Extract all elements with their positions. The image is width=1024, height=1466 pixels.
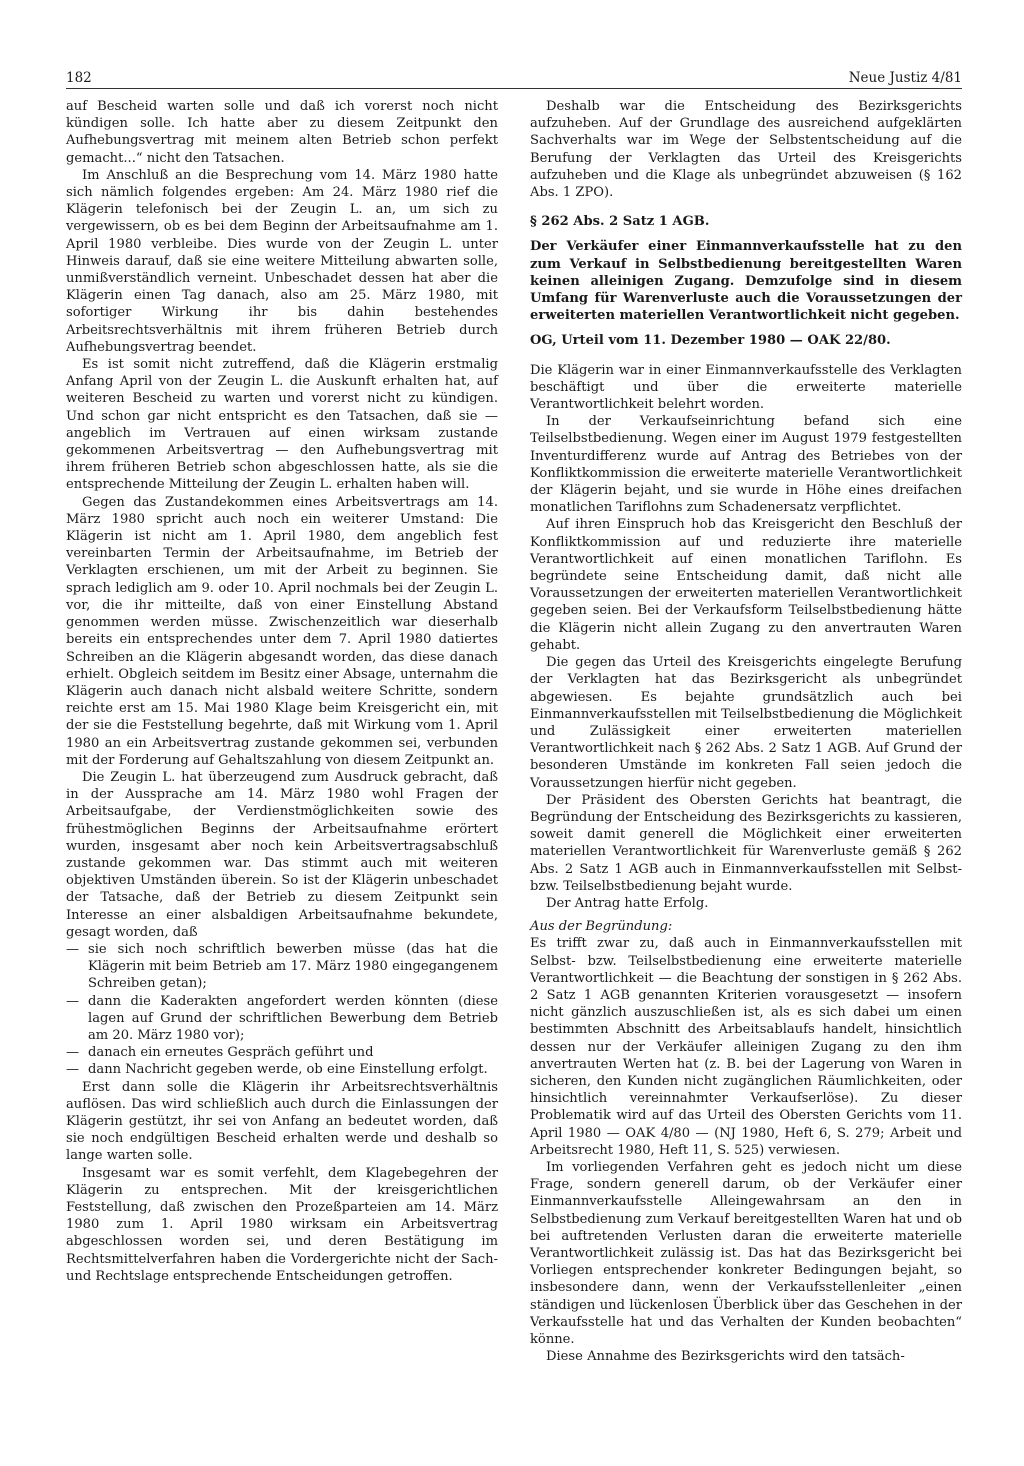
paragraph: Es trifft zwar zu, daß auch in Einmannverkaufsstellen mit Selbst- bzw. Teilselbstbedienung eine erweiterte materielle Verantwortlichkeit — die Beachtung der sonstigen in § 262 Abs. 2 Satz 1 AGB genannten Kriterien vorausgesetzt — insofern nicht gänzlich auszuschließen ist, als es sich dabei um einen bestimmten Abschnitt des Arbeitsablaufs handelt, hinsichtlich dessen nur der Verkäufer alleinigen Zugang zu den ihm anvertrauten Werten hat (z. B. bei der Lagerung von Waren in sicheren, den Kunden nicht zugänglichen Räumlichkeiten, oder hinsichtlich vereinnahmter Verkaufserlöse). Zu dieser Problematik wird auf das Urteil des Obersten Gerichts vom 11. April 1980 — OAK 4/80 — (NJ 1980, Heft 6, S. 279; Arbeit und Arbeitsrecht 1980, Heft 11, S. 525) verwiesen. bbox=[530, 936, 962, 1158]
left-column bbox=[66, 98, 498, 1285]
paragraph: In der Verkaufseinrichtung befand sich eine Teilselbstbedienung. Wegen einer im August 1979 festgestellten Inventurdifferenz wurde auf Antrag des Betriebes von der Konfliktkommission die erweiterte materielle Verantwortlichkeit der Klägerin bejaht, und sie wurde in Höhe eines dreifachen monatlichen Tariflohns zum Schadenersatz verpflichtet. bbox=[530, 414, 962, 516]
headnote: Der Verkäufer einer Einmannverkaufsstelle hat zu den zum Verkauf in Selbstbedienung bereitgestellten Waren keinen alleinigen Zugang. Demzufolge sind in diesem Umfang für Warenverluste auch die Voraussetzungen der erweiterten materiellen Verantwortlichkeit nicht gegeben. bbox=[530, 239, 962, 324]
list-item bbox=[66, 941, 498, 993]
paragraph: Diese Annahme des Bezirksgerichts wird den tatsäch- bbox=[546, 1349, 905, 1365]
list-item-text: dann Nachricht gegeben werde, ob eine Einstellung erfolgt. bbox=[88, 1062, 488, 1078]
list-item-text: dann die Kaderakten angefordert werden könnten (diese lagen auf Grund der schriftlichen Bewerbung dem Betrieb am 20. März 1980 vor); bbox=[88, 993, 498, 1043]
paragraph: Die gegen das Urteil des Kreisgerichts eingelegte Berufung der Verklagten hat das Bezirksgericht als unbegründet abgewiesen. Es bejahte grundsätzlich auch bei Einmannverkaufsstellen mit Teilselbstbedienung die Möglichkeit und Zulässigkeit einer erweiterten materiellen Verantwortlichkeit nach § 262 Abs. 2 Satz 1 AGB. Auf Grund der besonderen Umstände im konkreten Fall seien jedoch die Voraussetzungen hierfür nicht gegeben. bbox=[530, 655, 962, 791]
subheading: Aus der Begründung: bbox=[530, 919, 673, 935]
dash-mark: — bbox=[66, 1062, 80, 1078]
page-number: 182 bbox=[66, 70, 92, 86]
paragraph: Es ist somit nicht zutreffend, daß die Klägerin erstmalig Anfang April von der Zeugin L. die Auskunft erhalten hat, auf weiteren Bescheid zu warten und vorerst nicht zu kündigen. Und schon gar nicht entspricht es den Tatsachen, daß sie — angeblich im Vertrauen auf einen wirksam zustande gekommenen Arbeitsvertrag — den Aufhebungsvertrag mit ihrem früheren Betrieb schon abgeschlossen hatte, als sie die entsprechende Mitteilung der Zeugin L. erhalten haben will. bbox=[66, 357, 498, 493]
list-item bbox=[66, 1044, 498, 1061]
page-header bbox=[66, 70, 962, 89]
journal-title: Neue Justiz 4/81 bbox=[848, 70, 962, 86]
paragraph: Die Zeugin L. hat überzeugend zum Ausdruck gebracht, daß in der Aussprache am 14. März 1980 wohl Fragen der Arbeitsaufgabe, der Verdienstmöglichkeiten sowie des frühestmöglichen Beginns der Arbeitsaufnahme erörtert wurden, insgesamt aber noch kein Arbeitsvertragsabschluß zustande gekommen war. Das stimmt auch mit weiteren objektiven Umständen überein. So ist der Klägerin unbeschadet der Tatsache, daß der Betrieb zu diesem Zeitpunkt sein Interesse an einer alsbaldigen Arbeitsaufnahme bekundete, gesagt worden, daß bbox=[66, 769, 498, 940]
paragraph: Die Klägerin war in einer Einmannverkaufsstelle des Verklagten beschäftigt und über die erweiterte materielle Verantwortlichkeit belehrt worden. bbox=[530, 362, 962, 413]
paragraph: Gegen das Zustandekommen eines Arbeitsvertrags am 14. März 1980 spricht auch noch ein weiterer Umstand: Die Klägerin ist nicht am 1. April 1980, dem angeblich fest vereinbarten Termin der Arbeitsaufnahme, im Betrieb der Verklagten erschienen, um mit der Arbeit zu beginnen. Sie sprach lediglich am 9. oder 10. April nochmals bei der Zeugin L. vor, die ihr mitteilte, daß von einer Einstellung Abstand genommen werden müsse. Zwischenzeitlich war dieserhalb bereits ein entsprechendes unter dem 7. April 1980 datiertes Schreiben an die Klägerin abgesandt worden, das diese danach erhielt. Obgleich seitdem im Besitz einer Absage, unternahm die Klägerin auch danach nicht alsbald weitere Schritte, sondern reichte erst am 15. Mai 1980 Klage beim Kreisgericht ein, mit der sie die Feststellung begehrte, daß mit Wirkung vom 1. April 1980 an ein Arbeitsvertrag zustande gekommen sei, verbunden mit der Forderung auf Gehaltszahlung von diesem Zeitpunkt an. bbox=[66, 494, 498, 768]
paragraph: Der Antrag hatte Erfolg. bbox=[546, 895, 709, 911]
list-item-text: danach ein erneutes Gespräch geführt und bbox=[88, 1045, 374, 1061]
right-column bbox=[530, 98, 962, 1365]
section-heading: § 262 Abs. 2 Satz 1 AGB. bbox=[530, 214, 710, 230]
dash-mark: — bbox=[66, 941, 80, 957]
dash-mark: — bbox=[66, 1045, 80, 1061]
list-item bbox=[66, 1061, 498, 1078]
paragraph: Im vorliegenden Verfahren geht es jedoch nicht um diese Frage, sondern generell darum, ob der Verkäufer einer Einmannverkaufsstelle Alleingewahrsam an den in Selbstbedienung zum Verkauf bereitgestellten Waren hat und ob bei auftretenden Verlusten daran die erweiterte materielle Verantwortlichkeit zulässig ist. Das hat das Bezirksgericht bei Vorliegen entsprechender konkreter Bedingungen bejaht, so insbesondere dann, wenn der Verkaufsstellenleiter „einen ständigen und lückenlosen Überblick über das Geschehen in der Verkaufsstelle hat und das Verhalten der Kunden beobachten“ könne. bbox=[530, 1159, 962, 1348]
paragraph: Auf ihren Einspruch hob das Kreisgericht den Beschluß der Konfliktkommission auf und reduzierte ihre materielle Verantwortlichkeit auf einen monatlichen Tariflohn. Es begründete seine Entscheidung damit, daß nicht alle Voraussetzungen der erweiterten materiellen Verantwortlichkeit gegeben seien. Bei der Verkaufsform Teilselbstbedienung hätte die Klägerin nicht allein Zugang zu den anvertrauten Waren gehabt. bbox=[530, 517, 962, 653]
case-citation: OG, Urteil vom 11. Dezember 1980 — OAK 22/80. bbox=[530, 333, 891, 349]
dash-mark: — bbox=[66, 993, 80, 1009]
paragraph: auf Bescheid warten solle und daß ich vorerst noch nicht kündigen solle. Ich hatte aber zu diesem Zeitpunkt den Aufhebungsvertrag mit meinem alten Betrieb schon perfekt gemacht...“ nicht den Tatsachen. bbox=[66, 99, 498, 166]
list-item bbox=[66, 993, 498, 1045]
paragraph: Erst dann solle die Klägerin ihr Arbeitsrechtsverhältnis auflösen. Das wird schließlich auch durch die Einlassungen der Klägerin gestützt, ihr sei von Anfang an bedeutet worden, daß sie noch endgültigen Bescheid erhalten werde und deshalb so lange warten solle. bbox=[66, 1079, 498, 1164]
paragraph: Insgesamt war es somit verfehlt, dem Klagebegehren der Klägerin zu entsprechen. Mit der kreisgerichtlichen Feststellung, daß zwischen den Prozeßparteien am 14. März 1980 zum 1. April 1980 wirksam ein Arbeitsvertrag abgeschlossen worden sei, und deren Bestätigung im Rechtsmittelverfahren haben die Vordergerichte nicht der Sach- und Rechtslage entsprechende Entscheidungen getroffen. bbox=[66, 1165, 498, 1284]
list-item-text: sie sich noch schriftlich bewerben müsse (das hat die Klägerin mit beim Betrieb am 17. März 1980 eingegangenem Schreiben getan); bbox=[88, 941, 498, 992]
paragraph: Deshalb war die Entscheidung des Bezirksgerichts aufzuheben. Auf der Grundlage des ausreichend aufgeklärten Sachverhalts war im Wege der Selbstentscheidung auf die Berufung der Verklagten das Urteil des Kreisgerichts aufzuheben und die Klage als unbegründet abzuweisen (§ 162 Abs. 1 ZPO). bbox=[530, 99, 962, 201]
paragraph: Der Präsident des Obersten Gerichts hat beantragt, die Begründung der Entscheidung des Bezirksgerichts zu kassieren, soweit damit generell die Möglichkeit einer erweiterten materiellen Verantwortlichkeit für Warenverluste gemäß § 262 Abs. 2 Satz 1 AGB auch in Einmannverkaufsstellen mit Selbst- bzw. Teilselbstbedienung bejaht wurde. bbox=[530, 792, 962, 894]
paragraph: Im Anschluß an die Besprechung vom 14. März 1980 hatte sich nämlich folgendes ergeben: Am 24. März 1980 rief die Klägerin telefonisch bei der Zeugin L. an, um sich zu vergewissern, ob es bei dem Beginn der Arbeitsaufnahme am 1. April 1980 verbleibe. Dies wurde von der Zeugin L. unter Hinweis darauf, daß sie eine weitere Mitteilung abwarten solle, unmißverständlich verneint. Unbeschadet dessen hat aber die Klägerin einen Tag danach, also am 25. März 1980, mit sofortiger Wirkung ihr bis dahin bestehendes Arbeitsrechtsverhältnis mit ihrem früheren Betrieb durch Aufhebungsvertrag beendet. bbox=[66, 167, 498, 355]
